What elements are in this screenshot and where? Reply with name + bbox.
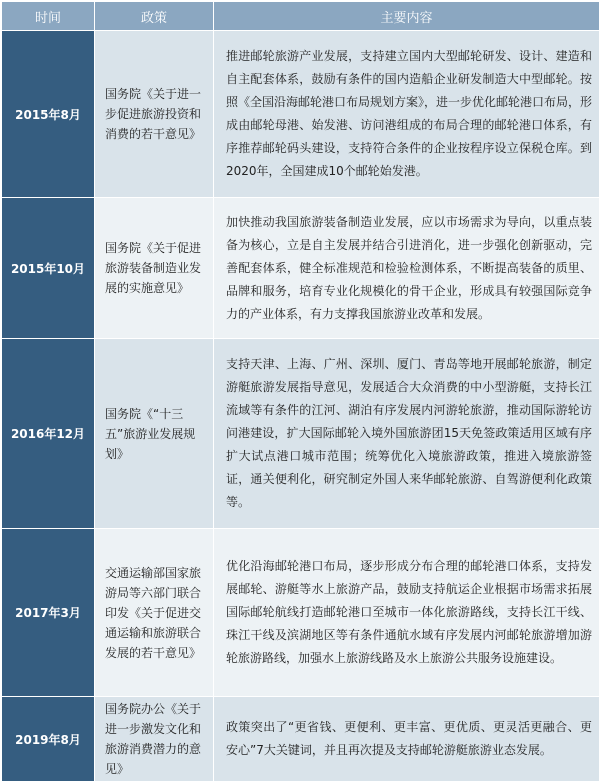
row-policy: 国务院《关于进一步促进旅游投资和消费的若干意见》: [95, 31, 214, 198]
table-row: [2, 339, 600, 529]
row-time: 2015年10月: [2, 198, 95, 339]
row-content: 优化沿海邮轮港口布局，逐步形成分布合理的邮轮港口体系，支持发展邮轮、游艇等水上旅游产品，鼓励支持航运企业根据市场需求拓展国际邮轮航线打造邮轮港口至城市一体化旅游路线，支持长江干线、珠江干线及滨湖地区等有条件通航水域有序发展内河邮轮旅游增加游轮旅游路线，加强水上旅游线路及水上旅游公共服务设施建设。: [214, 529, 600, 697]
table-row: [2, 198, 600, 339]
row-time: 2015年8月: [2, 31, 95, 198]
row-policy: 国务院《关于促进旅游装备制造业发展的实施意见》: [95, 198, 214, 339]
row-content: 支持天津、上海、广州、深圳、厦门、青岛等地开展邮轮旅游，制定游艇旅游发展指导意见，发展适合大众消费的中小型游艇，支持长江流域等有条件的江河、湖泊有序发展内河游轮旅游，推动国际游轮访问港建设，扩大国际邮轮入境外国旅游团15天免签政策适用区域有序扩大试点港口城市范围；统筹优化入境旅游政策，推进入境旅游签证，通关便利化，研究制定外国人来华邮轮旅游、自驾游便利化政策等。: [214, 339, 600, 529]
header-time: 时间: [2, 2, 95, 31]
row-content: 政策突出了“更省钱、更便利、更丰富、更优质、更灵活更融合、更安心”7大关键词，并且再次提及支持邮轮游艇旅游业态发展。: [214, 697, 600, 782]
row-time: 2017年3月: [2, 529, 95, 697]
table-row: [2, 529, 600, 697]
table-row: [2, 697, 600, 782]
row-time: 2019年8月: [2, 697, 95, 782]
row-policy: 国务院《“十三五”旅游业发展规划》: [95, 339, 214, 529]
table-row: [2, 31, 600, 198]
header-policy: 政策: [95, 2, 214, 31]
row-content: 加快推动我国旅游装备制造业发展，应以市场需求为导向，以重点装备为核心，立是自主发展并结合引进消化，进一步强化创新驱动，完善配套体系，健全标准规范和检验检测体系，不断提高装备的质里、品牌和服务，培育专业化规模化的骨干企业，形成具有较强国际竞争力的产业体系，有力支撑我国旅游业改革和发展。: [214, 198, 600, 339]
row-time: 2016年12月: [2, 339, 95, 529]
header-content: 主要内容: [214, 2, 600, 31]
header-row: [2, 2, 600, 31]
row-policy: 国务院办公《关于进一步激发文化和旅游消费潜力的意见》: [95, 697, 214, 782]
row-content: 推进邮轮旅游产业发展，支持建立国内大型邮轮研发、设计、建造和自主配套体系，鼓励有条件的国内造船企业研发制造大中型邮轮。按照《全国沿海邮轮港口布局规划方案》，进一步优化邮轮港口布局，形成由邮轮母港、始发港、访问港组成的布局合理的邮轮港口体系，有序推荐邮轮码头建设，支持符合条件的企业按程序设立保税仓库。到2020年，全国建成10个邮轮始发港。: [214, 31, 600, 198]
policy-table: [1, 1, 600, 782]
row-policy: 交通运输部国家旅游局等六部门联合印发《关于促进交通运输和旅游联合发展的若干意见》: [95, 529, 214, 697]
